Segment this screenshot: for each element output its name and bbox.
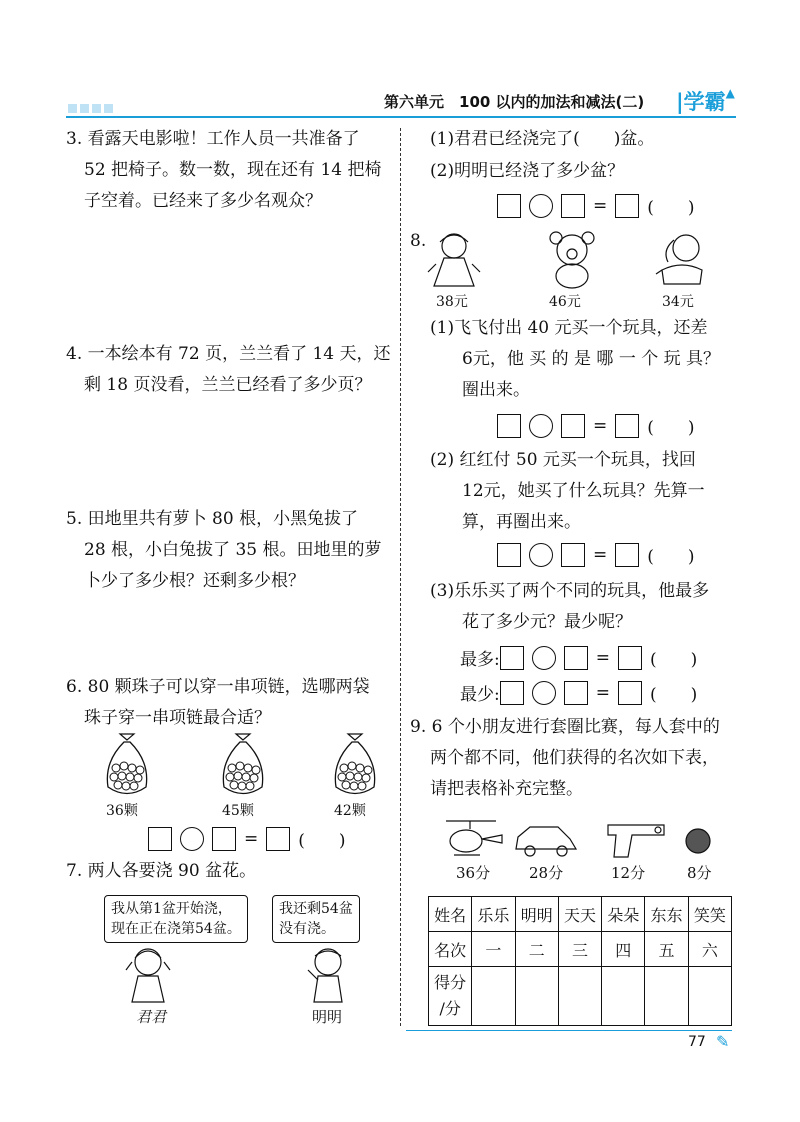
table-cell: 笑笑 (688, 897, 731, 932)
operator-circle[interactable] (532, 646, 556, 670)
operator-circle[interactable] (529, 414, 553, 438)
answer-paren[interactable]: ( ) (647, 547, 695, 567)
max-label: 最多: (460, 650, 500, 670)
question-line: 两个都不同，他们获得的名次如下表， (430, 748, 719, 768)
bead-bag-icon (335, 734, 374, 794)
prize-score: 28分 (529, 864, 564, 882)
answer-box[interactable] (497, 414, 521, 438)
bag-label: 45颗 (222, 803, 254, 819)
ranking-table (428, 896, 732, 1026)
question-4 (66, 339, 391, 401)
question-line: 4. 一本绘本有 72 页，兰兰看了 14 天，还 (66, 344, 391, 364)
question-line: 3. 看露天电影啦！工作人员一共准备了 (66, 129, 360, 149)
footer-rule (406, 1030, 732, 1031)
min-label: 最少: (460, 685, 500, 705)
table-cell: 名次 (429, 932, 472, 967)
equals-sign: = (593, 544, 608, 565)
operator-circle[interactable] (529, 543, 553, 567)
prize-score: 36分 (456, 864, 491, 882)
answer-box[interactable] (500, 646, 524, 670)
answer-box[interactable] (564, 646, 588, 670)
name-label-right: 明明 (312, 1008, 343, 1026)
question-line: 圈出来。 (462, 380, 530, 400)
q8-sub3 (430, 576, 709, 638)
answer-box[interactable] (500, 681, 524, 705)
prizes-illustration (440, 815, 720, 861)
table-cell (429, 967, 472, 1026)
column-divider (400, 128, 402, 1026)
question-line: 6. 80 颗珠子可以穿一串项链，选哪两袋 (66, 677, 370, 697)
graduation-cap-icon: ▲ (725, 86, 735, 100)
question-line: 9. 6 个小朋友进行套圈比赛，每人套中的 (410, 717, 720, 737)
bubble-line: 我还剩54盆 (279, 901, 353, 917)
table-cell: 五 (645, 932, 688, 967)
equals-sign: = (244, 828, 259, 849)
score-input-cell[interactable] (688, 967, 731, 1026)
question-8-label: 8. (410, 231, 427, 251)
equation-q7 (497, 193, 695, 218)
answer-paren[interactable]: ( ) (298, 831, 346, 851)
operator-circle[interactable] (180, 827, 204, 851)
question-line: 28 根，小白兔拔了 35 根。田地里的萝 (84, 540, 382, 560)
table-row (429, 932, 732, 967)
answer-box[interactable] (615, 414, 639, 438)
toy-price: 34元 (662, 294, 694, 310)
table-row (429, 967, 732, 1026)
table-cell: 一 (472, 932, 515, 967)
question-9 (410, 712, 720, 805)
doll-icon (428, 234, 480, 286)
answer-paren[interactable]: ( ) (647, 198, 695, 218)
boy-icon (308, 949, 342, 1002)
answer-box[interactable] (564, 681, 588, 705)
page-number: 77 (688, 1034, 706, 1050)
toy-price: 38元 (436, 294, 468, 310)
answer-paren[interactable]: ( ) (649, 650, 698, 670)
speech-bubble-right (272, 895, 360, 943)
question-line: 请把表格补充完整。 (430, 779, 583, 799)
prize-score: 8分 (687, 864, 712, 882)
answer-box[interactable] (266, 827, 290, 851)
bead-bag-icon (223, 734, 262, 794)
answer-box[interactable] (148, 827, 172, 851)
equals-sign: = (595, 682, 610, 703)
table-cell: 四 (602, 932, 645, 967)
question-7: 7. 两人各要浇 90 盆花。 (66, 861, 257, 881)
answer-box[interactable] (615, 543, 639, 567)
answer-box[interactable] (618, 681, 642, 705)
question-line: 珠子穿一串项链最合适？ (84, 708, 271, 728)
equals-sign: = (593, 415, 608, 436)
question-line: 12元，她买了什么玩具？先算一 (462, 481, 705, 501)
answer-box[interactable] (618, 646, 642, 670)
q8-sub1 (430, 313, 720, 406)
answer-box[interactable] (561, 543, 585, 567)
score-input-cell[interactable] (645, 967, 688, 1026)
bag-label: 36颗 (106, 803, 138, 819)
name-label-left: 君君 (136, 1008, 167, 1026)
toy-gun-icon (608, 825, 664, 857)
brand-logo: |学霸▲ (676, 86, 735, 114)
answer-paren[interactable]: ( ) (647, 418, 695, 438)
toy-price: 46元 (549, 294, 581, 310)
answer-box[interactable] (615, 194, 639, 218)
bead-bags-illustration (90, 732, 390, 802)
toy-car-icon (516, 827, 576, 856)
question-line: 6元，他 买 的 是 哪 一 个 玩 具？ (462, 349, 721, 369)
teddy-bear-icon (550, 232, 594, 288)
table-cell: 六 (688, 932, 731, 967)
question-line: 花了多少元？最少呢？ (462, 612, 632, 632)
bead-bag-icon (107, 734, 146, 794)
table-row (429, 897, 732, 932)
equation-max (460, 645, 697, 670)
equals-sign: = (595, 647, 610, 668)
bubble-line: 没有浇。 (279, 921, 335, 937)
right-q7-sub1: (1)君君已经浇完了( )盆。 (430, 129, 655, 149)
score-input-cell[interactable] (558, 967, 601, 1026)
bubble-line: 我从第1盆开始浇， (111, 901, 232, 917)
equation-q8-2 (497, 542, 695, 567)
question-line: 52 把椅子。数一数，现在还有 14 把椅 (84, 160, 382, 180)
q8-sub2 (430, 445, 705, 538)
prize-score: 12分 (611, 864, 646, 882)
answer-box[interactable] (212, 827, 236, 851)
answer-box[interactable] (561, 414, 585, 438)
toys-illustration (424, 230, 724, 292)
score-label: 得分 (434, 973, 467, 992)
table-cell: 三 (558, 932, 601, 967)
question-line: (2) 红红付 50 元买一个玩具，找回 (430, 450, 696, 470)
ball-icon (686, 829, 710, 853)
girl-icon (126, 949, 170, 1002)
speech-bubble-left (104, 895, 248, 943)
brand-text: 学霸 (683, 90, 726, 114)
score-input-cell[interactable] (472, 967, 515, 1026)
bag-label: 42颗 (334, 803, 366, 819)
question-6 (66, 672, 370, 734)
equation-min (460, 680, 697, 705)
header-rule (66, 116, 736, 118)
question-line: 剩 18 页没看，兰兰已经看了多少页？ (84, 375, 372, 395)
score-input-cell[interactable] (515, 967, 558, 1026)
question-line: 卜少了多少根？还剩多少根？ (84, 571, 305, 591)
equation-q8-1 (497, 413, 695, 438)
question-5 (66, 504, 381, 597)
right-q7-sub2: (2)明明已经浇了多少盆？ (430, 161, 625, 181)
question-line: (1)飞飞付出 40 元买一个玩具，还差 (430, 318, 708, 338)
children-illustration (118, 944, 358, 1006)
pencil-icon: ✎ (716, 1032, 730, 1051)
answer-paren[interactable]: ( ) (649, 685, 698, 705)
equation-q6 (148, 826, 346, 851)
table-cell: 天天 (558, 897, 601, 932)
table-cell: 乐乐 (472, 897, 515, 932)
table-cell: 朵朵 (602, 897, 645, 932)
bubble-line: 现在正在浇第54盆。 (111, 921, 241, 937)
score-label: /分 (439, 999, 461, 1018)
table-cell: 二 (515, 932, 558, 967)
operator-circle[interactable] (532, 681, 556, 705)
helicopter-icon (446, 821, 502, 855)
page-title: 第六单元 100 以内的加法和减法(二) (384, 93, 645, 111)
answer-box[interactable] (497, 194, 521, 218)
table-cell: 东东 (645, 897, 688, 932)
header-decoration (68, 98, 116, 117)
answer-box[interactable] (561, 194, 585, 218)
question-3 (66, 124, 381, 217)
answer-box[interactable] (497, 543, 521, 567)
puppy-icon (656, 235, 702, 284)
equals-sign: = (593, 195, 608, 216)
table-cell: 明明 (515, 897, 558, 932)
score-input-cell[interactable] (602, 967, 645, 1026)
table-cell: 姓名 (429, 897, 472, 932)
question-line: 算，再圈出来。 (462, 512, 581, 532)
question-line: 子空着。已经来了多少名观众？ (84, 191, 322, 211)
question-line: 5. 田地里共有萝卜 80 根，小黑兔拔了 (66, 509, 359, 529)
question-line: (3)乐乐买了两个不同的玩具，他最多 (430, 581, 710, 601)
operator-circle[interactable] (529, 194, 553, 218)
